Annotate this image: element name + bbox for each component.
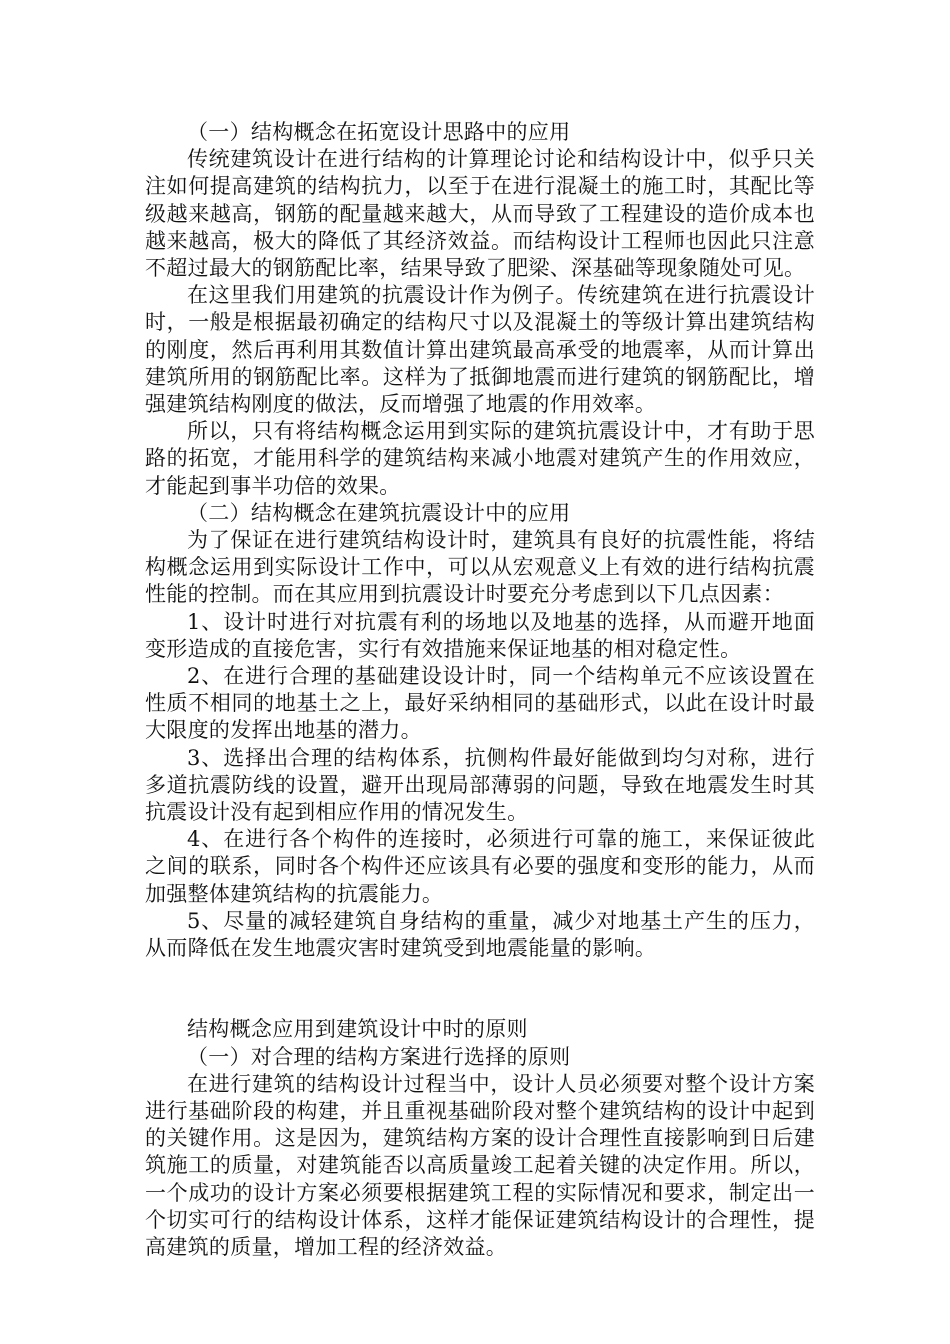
section2-item-4: 4、在进行各个构件的连接时，必须进行可靠的施工，来保证彼此之间的联系，同时各个构件还应该具有必要的强度和变形的能力，从而加强整体建筑结构的抗震能力。 (145, 827, 815, 906)
section1-paragraph-1: 传统建筑设计在进行结构的计算理论讨论和结构设计中，似乎只关注如何提高建筑的结构抗力，以至于在进行混凝土的施工时，其配比等级越来越高，钢筋的配量越来越大，从而导致了工程建设的造价成本也越来越高，极大的降低了其经济效益。而结构设计工程师也因此只注意不超过最大的钢筋配比率，结果导致了肥梁、深基础等现象随处可见。 (145, 147, 815, 281)
document-page (145, 119, 815, 1261)
section1-heading: （一）结构概念在拓宽设计思路中的应用 (187, 120, 571, 144)
section2-paragraph-intro: 为了保证在进行建筑结构设计时，建筑具有良好的抗震性能，将结构概念运用到实际设计工作中，可以从宏观意义上有效的进行结构抗震性能的控制。而在其应用到抗震设计时要充分考虑到以下几点因素： (145, 528, 815, 607)
section3-title: 结构概念应用到建筑设计中时的原则 (187, 1017, 528, 1042)
section1-paragraph-3: 所以，只有将结构概念运用到实际的建筑抗震设计中，才有助于思路的拓宽，才能用科学的建筑结构来减小地震对建筑产生的作用效应，才能起到事半功倍的效果。 (145, 419, 815, 498)
section2-heading: （二）结构概念在建筑抗震设计中的应用 (187, 500, 571, 525)
section3-heading: （一）对合理的结构方案进行选择的原则 (187, 1044, 571, 1069)
section2-item-3: 3、选择出合理的结构体系，抗侧构件最好能做到均匀对称，进行多道抗震防线的设置，避开出现局部薄弱的问题，导致在地震发生时其抗震设计没有起到相应作用的情况发生。 (145, 745, 815, 825)
section1-paragraph-2: 在这里我们用建筑的抗震设计作为例子。传统建筑在进行抗震设计时，一般是根据最初确定的结构尺寸以及混凝土的等级计算出建筑结构的刚度，然后再利用其数值计算出建筑最高承受的地震率，从而计算出建筑所用的钢筋配比率。这样为了抵御地震而进行建筑的钢筋配比，增强建筑结构刚度的做法，反而增强了地震的作用效率。 (145, 283, 815, 417)
section2-item-5: 5、尽量的减轻建筑自身结构的重量，减少对地基土产生的压力，从而降低在发生地震灾害时建筑受到地震能量的影响。 (145, 908, 815, 961)
section2-item-1: 1、设计时进行对抗震有利的场地以及地基的选择，从而避开地面变形造成的直接危害，实行有效措施来保证地基的相对稳定性。 (145, 609, 815, 661)
section3-paragraph-1: 在进行建筑的结构设计过程当中，设计人员必须要对整个设计方案进行基础阶段的构建，并且重视基础阶段对整个建筑结构的设计中起到的关键作用。这是因为，建筑结构方案的设计合理性直接影响到日后建筑施工的质量，对建筑能否以高质量竣工起着关键的决定作用。所以，一个成功的设计方案必须要根据建筑工程的实际情况和要求，制定出一个切实可行的结构设计体系，这样才能保证建筑结构设计的合理性，提高建筑的质量，增加工程的经济效益。 (145, 1071, 815, 1259)
section2-item-2: 2、在进行合理的基础建设设计时，同一个结构单元不应该设置在性质不相同的地基土之上，最好采纳相同的基础形式，以此在设计时最大限度的发挥出地基的潜力。 (145, 664, 815, 743)
section-divider-space (145, 962, 815, 1016)
